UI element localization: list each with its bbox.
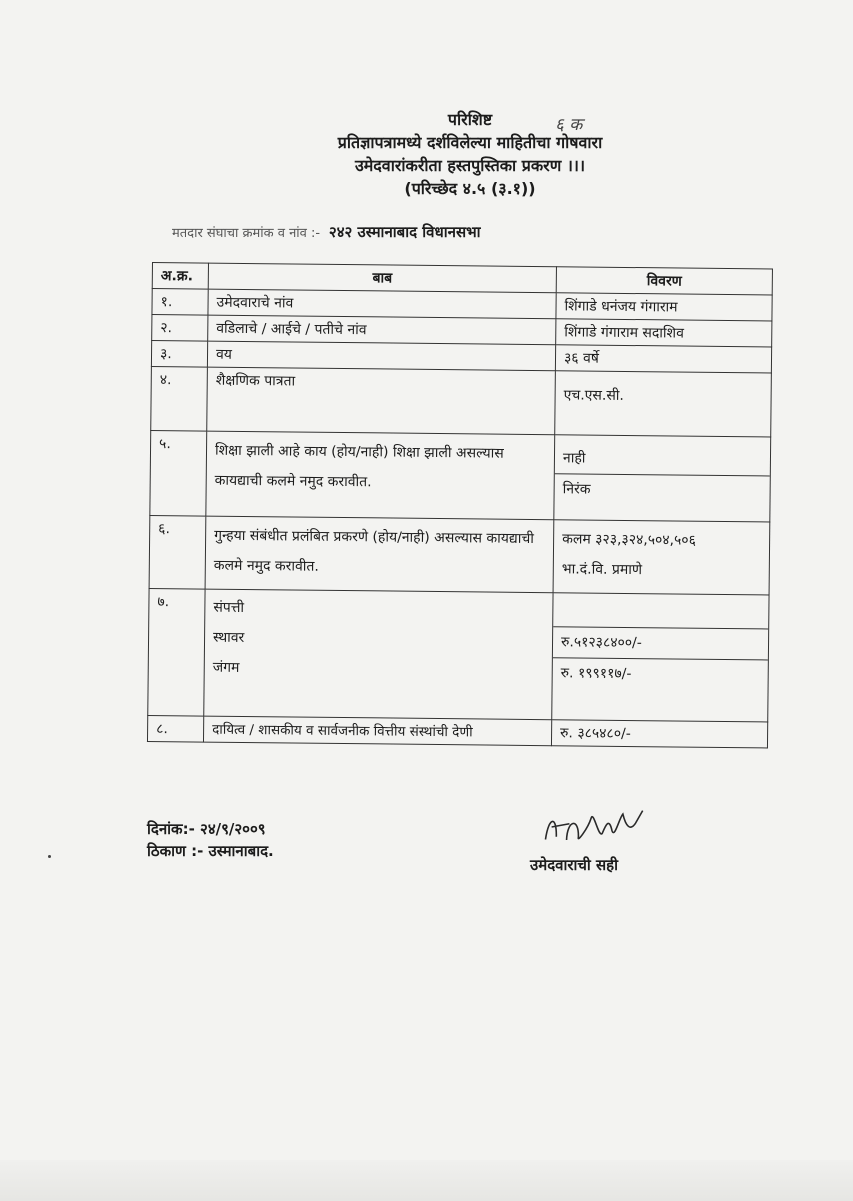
- row-detail: शिंगाडे गंगाराम सदाशिव: [556, 319, 772, 347]
- row-detail: रु. ३८५४८०/-: [551, 720, 767, 748]
- table-row: [147, 715, 767, 747]
- header-details: विवरण: [556, 267, 772, 295]
- handwritten-page-mark: ६ क: [555, 115, 583, 135]
- constituency-value: २४२ उस्मानाबाद विधानसभा: [328, 223, 481, 241]
- table-row: [148, 588, 769, 721]
- row-detail: [552, 593, 769, 722]
- row-number: ३.: [151, 341, 207, 368]
- scan-bottom-edge: [0, 1160, 853, 1201]
- row-number: ५.: [150, 430, 207, 516]
- assets-total: [561, 596, 760, 628]
- scan-speck: [48, 855, 51, 858]
- header-title: परिशिष्ट: [447, 110, 493, 129]
- summary-table: [147, 262, 773, 748]
- row-item: उमेदवाराचे नांव: [208, 289, 556, 319]
- header-handbook-ref: उमेदवारांकरीता हस्तपुस्तिका प्रकरण ।।।: [354, 156, 586, 175]
- date-line: दिनांक:- २४/९/२००९: [147, 820, 266, 838]
- row-detail: ३६ वर्षे: [555, 345, 771, 373]
- conviction-sections: निरंक: [554, 473, 769, 506]
- movable-label: जंगम: [212, 659, 240, 676]
- constituency-line: [172, 222, 481, 242]
- row-item: गुन्हया संबंधीत प्रलंबित प्रकरणे (होय/नाही) असल्यास कायद्याची कलमे नमुद करावीत.: [205, 516, 554, 593]
- row-detail: एच.एस.सी.: [555, 371, 772, 437]
- pending-case-act: भा.दं.वि. प्रमाणे: [561, 561, 643, 579]
- row-item: वडिलाचे / आईचे / पतीचे नांव: [208, 315, 556, 345]
- document-header: [300, 108, 640, 200]
- header-subtitle: प्रतिज्ञापत्रामध्ये दर्शविलेल्या माहितीचा गोषवारा: [337, 133, 603, 152]
- table-row: [150, 430, 771, 521]
- row-item: दायित्व / शासकीय व सार्वजनीक वित्तीय संस्थांची देणी: [203, 716, 551, 746]
- row-item: [204, 589, 553, 720]
- immovable-value: रु.५१२३८४००/-: [553, 626, 768, 659]
- row-detail: [553, 520, 770, 595]
- handwritten-signature: [539, 804, 652, 858]
- date-place-block: [147, 818, 274, 862]
- row-number: २.: [152, 315, 208, 342]
- immovable-label: स्थावर: [212, 629, 245, 646]
- place-line: ठिकाण :- उस्मानाबाद.: [147, 842, 274, 860]
- row-item: वय: [207, 341, 555, 371]
- table-row: [149, 515, 770, 594]
- header-paragraph-ref: (परिच्छेद ४.५ (३.१)): [404, 179, 536, 198]
- conviction-answer: नाही: [562, 450, 586, 467]
- row-number: ६.: [149, 515, 206, 589]
- constituency-label: मतदार संघाचा क्रमांक व नांव :-: [172, 226, 321, 241]
- row-item: शैक्षणिक पात्रता: [207, 367, 556, 435]
- row-detail: शिंगाडे धनंजय गंगाराम: [556, 293, 772, 321]
- header-subject: बाब: [208, 263, 556, 293]
- row-number: ८.: [147, 715, 203, 742]
- assets-label: संपत्ती: [213, 599, 245, 616]
- signature-scribble-icon: [539, 804, 652, 852]
- movable-value: रु. १९९११७/-: [553, 657, 768, 690]
- row-number: १.: [152, 289, 208, 316]
- row-item: शिक्षा झाली आहे काय (होय/नाही) शिक्षा झाली असल्यास कायद्याची कलमे नमुद करावीत.: [206, 431, 555, 520]
- row-number: ७.: [148, 588, 205, 716]
- header-serial: अ.क्र.: [152, 263, 208, 290]
- table-row: [151, 366, 772, 436]
- row-number: ४.: [151, 366, 208, 431]
- row-detail: [554, 435, 771, 522]
- pending-case-sections: कलम ३२३,३२४,५०४,५०६: [562, 531, 696, 549]
- signature-label: उमेदवाराची सही: [530, 856, 619, 874]
